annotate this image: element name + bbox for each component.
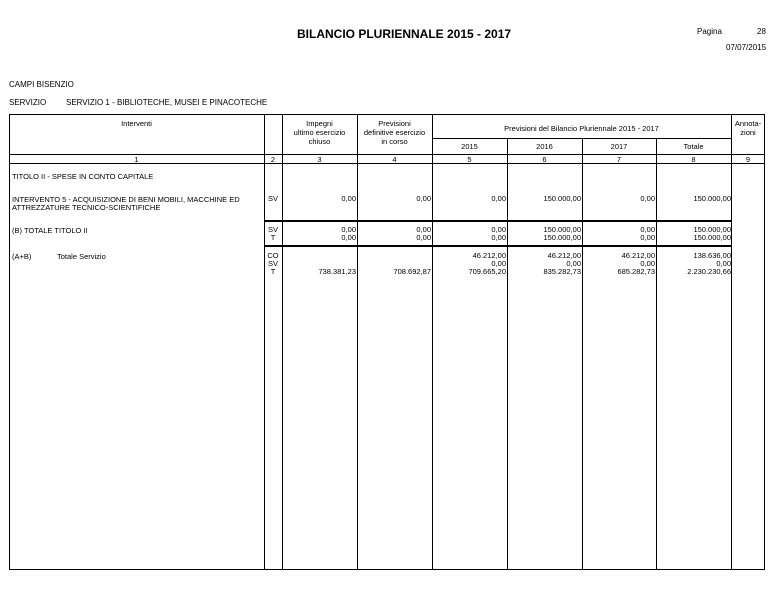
intervento-label-line2: ATTREZZATURE TECNICO-SCIENTIFICHE (12, 203, 161, 212)
intervento-code: SV (267, 194, 278, 203)
totale-servizio-label: Totale Servizio (57, 252, 106, 261)
header-impegni-line3: chiuso (308, 137, 331, 146)
header-interventi: Interventi (121, 119, 152, 128)
totale-titolo-sv-2015: 0,00 (491, 225, 506, 234)
totale-servizio-sv-totale: 0,00 (716, 259, 731, 268)
header-impegni-line2: ultimo esercizio (293, 128, 346, 137)
totale-titolo-code-t: T (270, 233, 276, 242)
header-previsioni-line1: Previsioni (378, 119, 411, 128)
col-divider (432, 114, 433, 570)
header-previsioni-line3: in corso (381, 137, 408, 146)
column-number: 4 (392, 155, 397, 164)
service-label: SERVIZIO (9, 98, 47, 107)
col-divider (264, 114, 265, 570)
totale-servizio-t-previsioni: 708.692,87 (393, 267, 431, 276)
col-divider (731, 114, 732, 570)
totale-titolo-sv-2016: 150.000,00 (543, 225, 581, 234)
totale-titolo-t-impegni: 0,00 (341, 233, 356, 242)
header-previsioni-bilancio: Previsioni del Bilancio Pluriennale 2015 - 2017 (504, 124, 659, 133)
column-number: 7 (616, 155, 622, 164)
column-number: 3 (317, 155, 322, 164)
header-impegni-line1: Impegni (306, 119, 333, 128)
report-date: 07/07/2015 (726, 43, 767, 52)
totale-servizio-t-impegni: 738.381,23 (318, 267, 356, 276)
header-annotazioni (731, 119, 765, 137)
totale-servizio-code-co: CO (267, 251, 279, 260)
intervento-value-totale: 150.000,00 (693, 194, 731, 203)
service-value: SERVIZIO 1 - BIBLIOTECHE, MUSEI E PINACOTECHE (66, 98, 268, 107)
totale-servizio-sv-2017: 0,00 (640, 259, 655, 268)
totale-titolo-t-2015: 0,00 (491, 233, 506, 242)
header-year-2017: 2017 (610, 142, 628, 151)
column-number: 9 (745, 155, 751, 164)
totale-servizio-sv-2015: 0,00 (491, 259, 506, 268)
header-year-2015: 2015 (461, 142, 478, 151)
intervento-value-previsioni: 0,00 (416, 194, 431, 203)
totale-servizio-t-2017: 685.282,73 (617, 267, 655, 276)
header-previsioni-line2: definitive esercizio (363, 128, 426, 137)
totale-servizio-prefix: (A+B) (12, 252, 32, 261)
totale-titolo-t-totale: 150.000,00 (693, 233, 731, 242)
totale-titolo-label: (B) TOTALE TITOLO II (12, 226, 88, 235)
totale-servizio-t-2015: 709.665,20 (468, 267, 506, 276)
totale-servizio-co-2016: 46.212,00 (547, 251, 581, 260)
header-totale: Totale (683, 142, 704, 151)
totale-servizio-co-totale: 138.636,00 (693, 251, 731, 260)
totale-titolo-t-previsioni: 0,00 (416, 233, 431, 242)
totale-servizio-sv-2016: 0,00 (566, 259, 581, 268)
header-previsioni (357, 119, 432, 146)
intervento-value-impegni: 0,00 (341, 194, 356, 203)
totale-titolo-sv-impegni: 0,00 (341, 225, 356, 234)
column-number: 1 (134, 155, 139, 164)
totale-titolo-sv-2017: 0,00 (640, 225, 655, 234)
page-label: Pagina (697, 27, 722, 36)
header-annotazioni-line1: Annota- (734, 119, 762, 128)
totale-titolo-t-2017: 0,00 (640, 233, 655, 242)
totale-servizio-t-2016: 835.282,73 (543, 267, 581, 276)
section-title: TITOLO II - SPESE IN CONTO CAPITALE (12, 172, 154, 181)
col-divider (282, 114, 283, 570)
intervento-value-2017: 0,00 (640, 194, 655, 203)
header-year-2016: 2016 (536, 142, 553, 151)
totale-titolo-sv-totale: 150.000,00 (693, 225, 731, 234)
totale-titolo-t-2016: 150.000,00 (543, 233, 581, 242)
intervento-value-2015: 0,00 (491, 194, 506, 203)
totale-servizio-code-sv: SV (267, 259, 278, 268)
entity-name: CAMPI BISENZIO (9, 80, 74, 89)
totale-servizio-code-t: T (270, 267, 276, 276)
total-titolo-bottom-line (264, 245, 732, 247)
intervento-label-line1: INTERVENTO 5 - ACQUISIZIONE DI BENI MOBILI, MACCHINE ED (12, 195, 240, 204)
header-annotazioni-line2: zioni (740, 128, 756, 137)
page-number: 28 (757, 27, 766, 36)
budget-table (9, 114, 765, 570)
totale-servizio-co-2017: 46.212,00 (621, 251, 655, 260)
totale-titolo-code-sv: SV (267, 225, 278, 234)
header-impegni (282, 119, 357, 146)
report-title: BILANCIO PLURIENNALE 2015 - 2017 (297, 27, 512, 41)
totale-servizio-t-totale: 2.230.230,66 (687, 267, 731, 276)
total-titolo-top-line (264, 220, 732, 222)
column-number: 8 (691, 155, 696, 164)
column-number: 6 (542, 155, 547, 164)
intervento-value-2016: 150.000,00 (543, 194, 581, 203)
totale-servizio-co-2015: 46.212,00 (472, 251, 506, 260)
totale-titolo-sv-previsioni: 0,00 (416, 225, 431, 234)
column-number: 5 (467, 155, 472, 164)
column-number: 2 (270, 155, 276, 164)
group-header-divider (432, 138, 731, 139)
col-divider (357, 114, 358, 570)
